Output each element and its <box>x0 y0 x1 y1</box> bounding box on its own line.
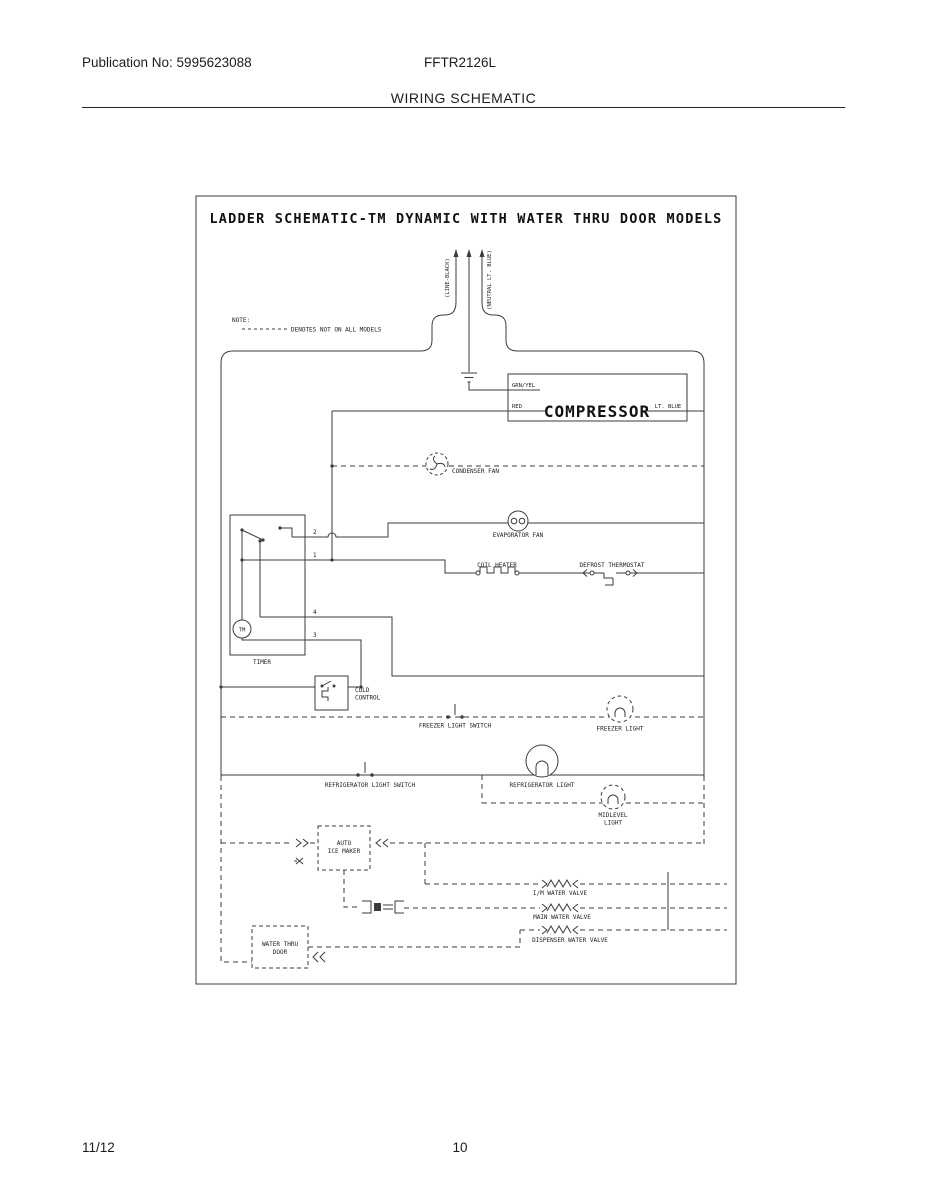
coil-heater-label: COIL HEATER <box>477 562 517 569</box>
water-thru-door-label-2: DOOR <box>272 949 288 956</box>
refrigerator-light-circuit <box>221 745 704 789</box>
freezer-light-circuit <box>221 696 704 733</box>
cold-control-icon <box>322 687 328 701</box>
cold-control <box>219 676 380 710</box>
ground-icon <box>461 373 477 382</box>
timer-terminal-1: 1 <box>313 552 317 559</box>
cold-control-label-1: COLD <box>355 687 370 694</box>
freezer-light-switch-label: FREEZER LIGHT SWITCH <box>418 722 492 730</box>
connector-icon-left <box>296 839 308 847</box>
midlevel-light-icon <box>601 785 625 809</box>
dispenser-water-valve-label: DISPENSER WATER VALVE <box>532 937 608 944</box>
main-water-valve-label: MAIN WATER VALVE <box>533 914 591 921</box>
footer-page-number: 10 <box>452 1140 468 1155</box>
ice-maker-plug-icon <box>294 858 303 864</box>
compressor-circuit <box>332 374 704 421</box>
note-text: DENOTES NOT ON ALL MODELS <box>291 326 382 334</box>
model-number: FFTR2126L <box>424 55 497 70</box>
publication-number: Publication No: 5995623088 <box>82 55 252 70</box>
timer-terminal-2: 2 <box>313 529 317 536</box>
timer-motor-label: TM <box>238 627 246 634</box>
compressor-wire-left-label: RED <box>512 404 522 410</box>
defrost-thermostat-icon <box>594 573 626 585</box>
freezer-light-icon <box>607 696 633 722</box>
schematic-title: LADDER SCHEMATIC-TM DYNAMIC WITH WATER THRU DOOR MODELS <box>209 211 723 227</box>
refrigerator-light-label: REFRIGERATOR LIGHT <box>509 782 575 789</box>
compressor-wire-top-label: GRN/YEL <box>512 383 536 389</box>
timer-terminal-4: 4 <box>313 609 317 616</box>
freezer-light-label: FREEZER LIGHT <box>596 725 644 733</box>
im-water-valve-icon <box>542 880 578 888</box>
evaporator-fan-circuit <box>292 511 704 539</box>
ice-maker-label-1: AUTO <box>336 840 352 847</box>
im-water-valve-label: I/M WATER VALVE <box>532 890 588 897</box>
condenser-fan-circuit <box>332 453 704 475</box>
condenser-fan-label: CONDENSER FAN <box>452 468 499 475</box>
compressor-label: COMPRESSOR <box>543 402 651 421</box>
timer-terminal-3: 3 <box>313 632 317 639</box>
ice-maker-label-2: ICE MAKER <box>327 848 361 855</box>
dispenser-water-valve-icon <box>542 926 578 934</box>
midlevel-light-label-2: LIGHT <box>603 819 623 827</box>
footer-date: 11/12 <box>82 1140 115 1155</box>
defrost-thermostat-label: DEFROST THERMOSTAT <box>579 562 645 569</box>
water-thru-door-circuit <box>252 926 520 968</box>
cold-control-label-2: CONTROL <box>355 694 381 702</box>
main-water-valve-icon <box>542 904 578 912</box>
line-black-label: (LINE-BLACK) <box>445 258 451 298</box>
timer <box>230 515 704 687</box>
water-thru-door-plug-icon <box>313 952 325 962</box>
neutral-label: (NEUTRAL LT. BLUE) <box>487 250 493 310</box>
midlevel-light-label-1: MIDLEVEL <box>598 812 628 819</box>
timer-label: TIMER <box>252 659 272 666</box>
compressor-wire-right-label: LT. BLUE <box>654 404 682 410</box>
left-rail-dashed <box>221 776 252 962</box>
schematic-border <box>196 196 736 984</box>
timer-terminal4-wire <box>260 617 704 676</box>
water-thru-door-label-1: WATER THRU <box>261 941 299 948</box>
cold-control-box <box>315 676 348 710</box>
refrigerator-light-switch-label: REFRIGERATOR LIGHT SWITCH <box>324 782 416 789</box>
defrost-circuit <box>242 560 704 585</box>
evaporator-fan-label: EVAPORATOR FAN <box>492 532 544 539</box>
note-label: NOTE: <box>232 317 251 324</box>
water-valve-circuits <box>404 843 727 944</box>
document-title: WIRING SCHEMATIC <box>390 90 537 106</box>
ice-maker-circuit <box>221 826 704 907</box>
connector-icon-right <box>376 839 388 847</box>
harness-connector <box>362 901 404 913</box>
